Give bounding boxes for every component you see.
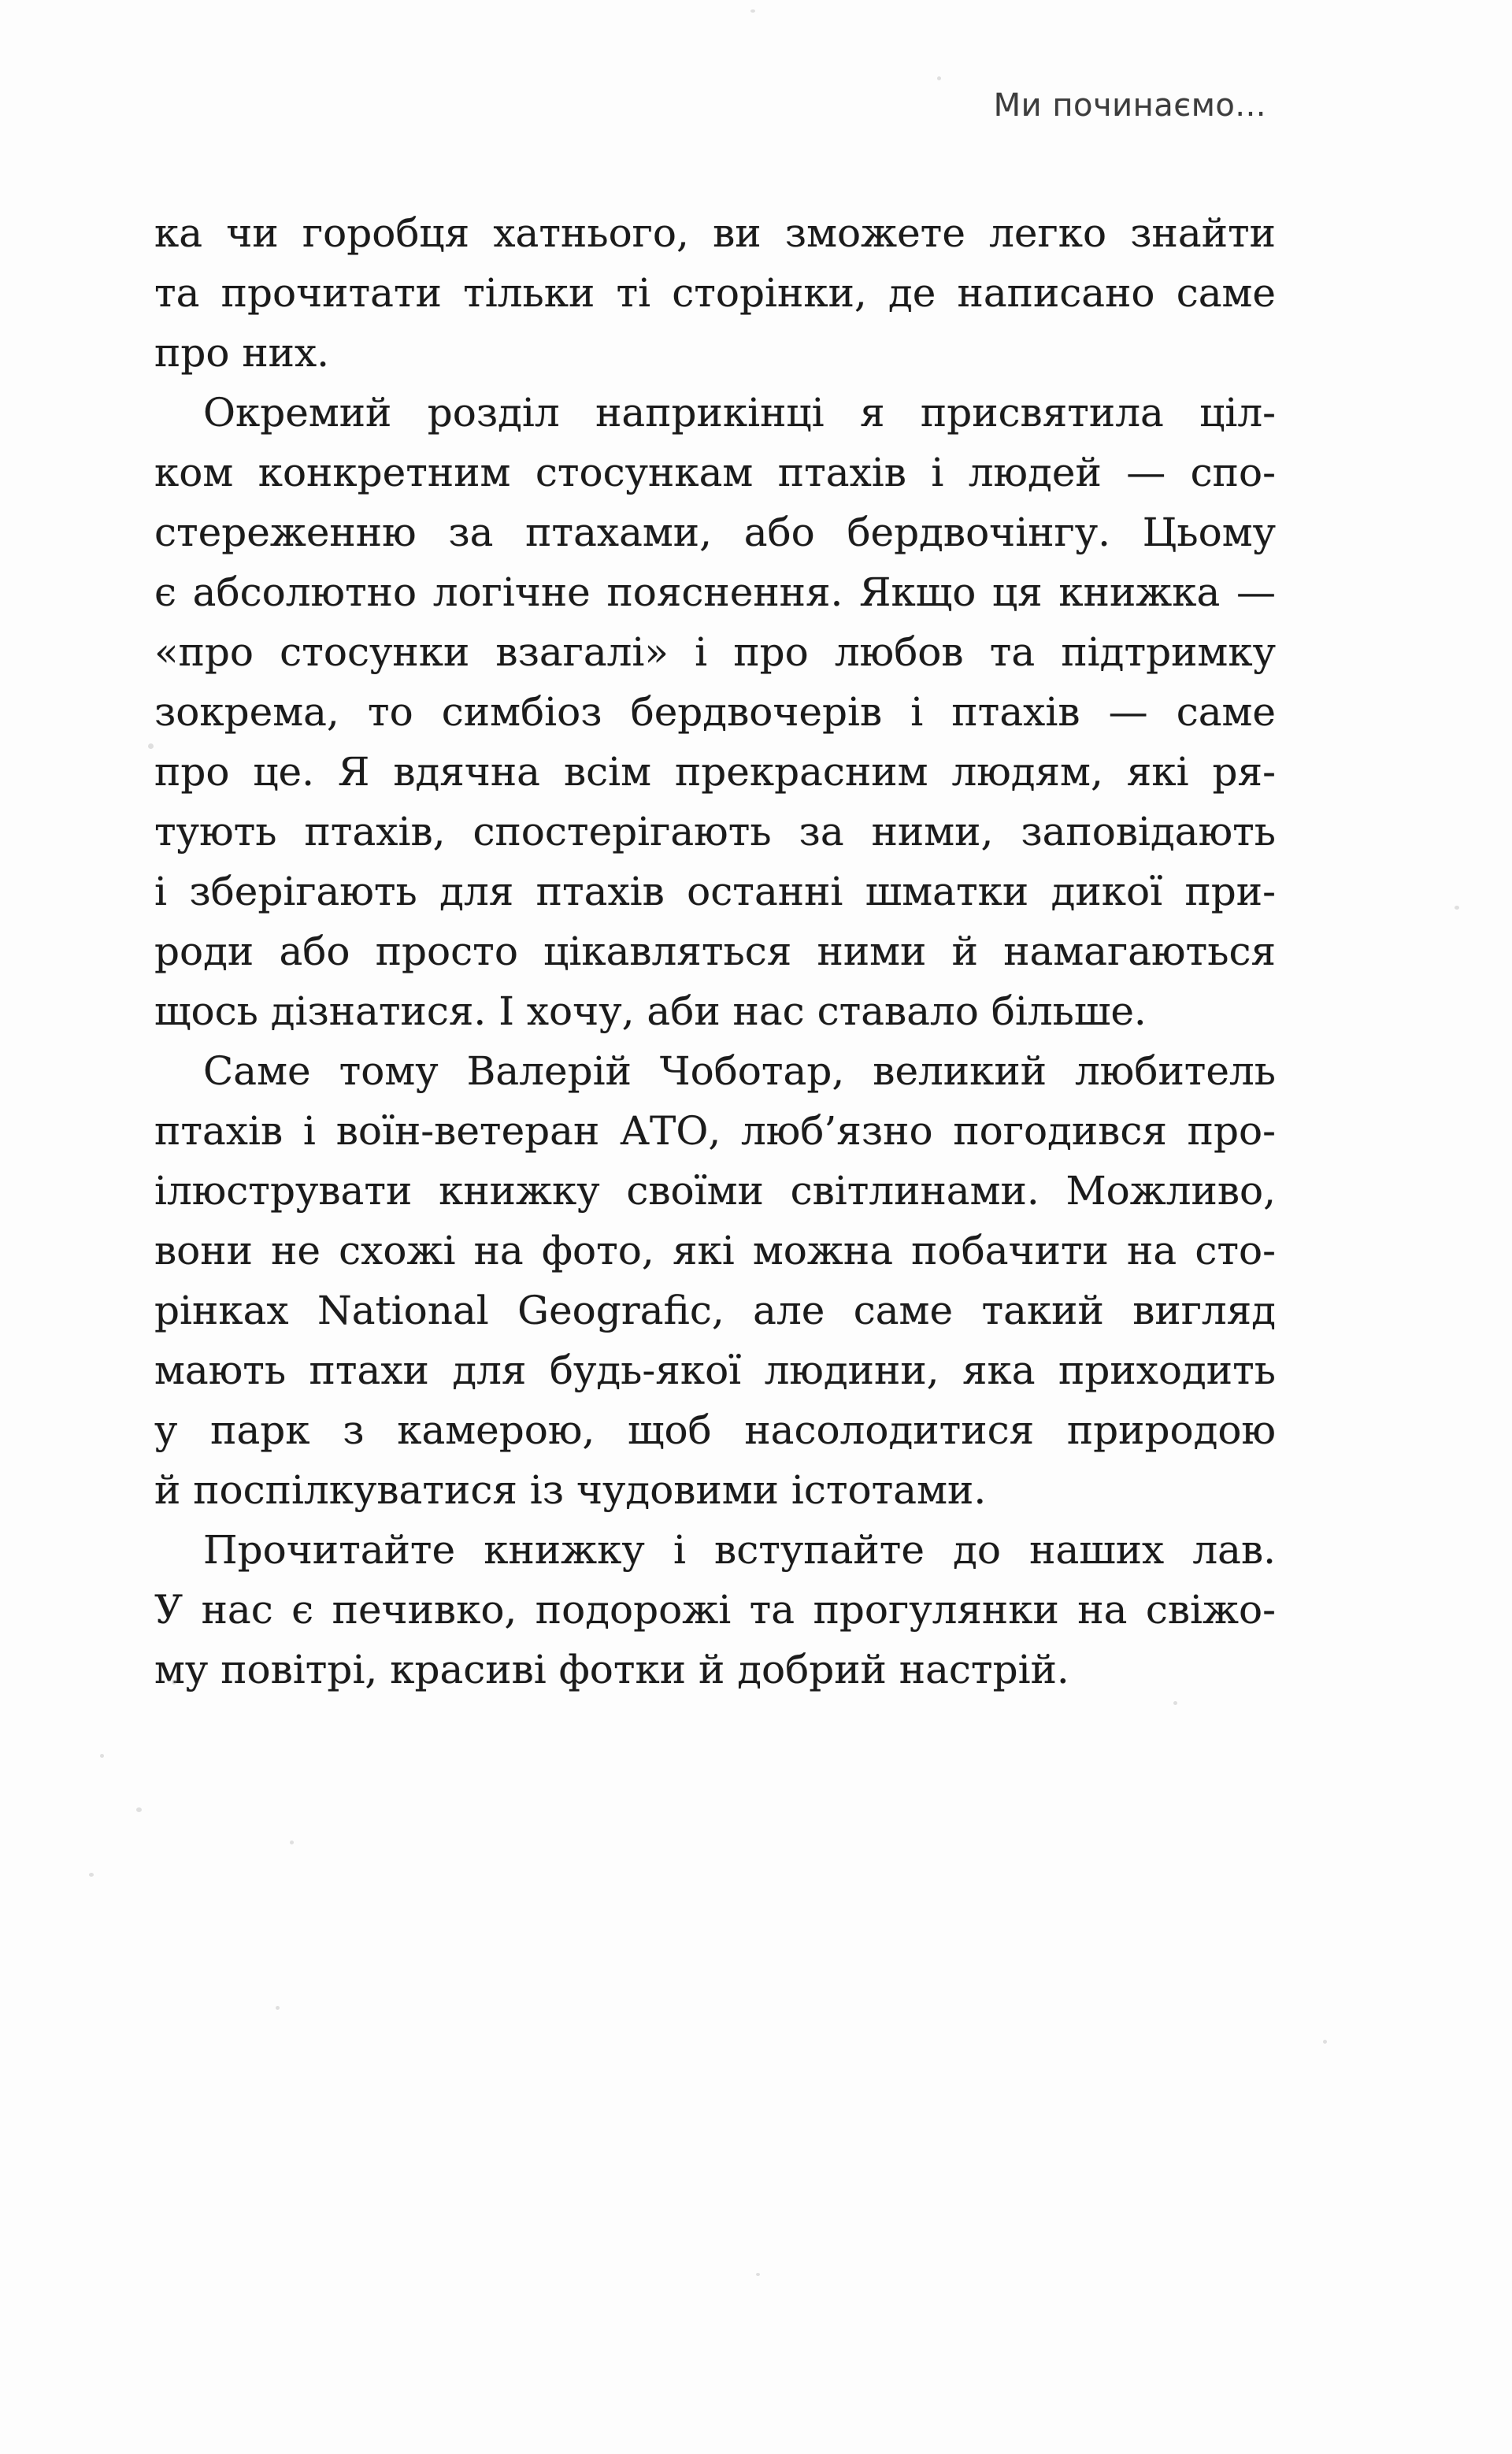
body-line: є абсолютно логічне пояснення. Якщо ця книжка — bbox=[154, 569, 1276, 615]
body-line: «про стосунки взагалі» і про любов та підтримку bbox=[154, 629, 1276, 675]
body-line: зокрема, то симбіоз бердвочерів і птахів — саме bbox=[154, 689, 1276, 735]
scan-speck bbox=[136, 1807, 142, 1812]
body-line: У нас є печивко, подорожі та прогулянки на свіжо- bbox=[154, 1587, 1276, 1633]
scan-speck bbox=[172, 1680, 176, 1685]
body-line: ком конкретним стосункам птахів і людей — спо- bbox=[154, 450, 1276, 495]
body-line: Прочитайте книжку і вступайте до наших лав. bbox=[203, 1527, 1276, 1573]
body-line: про них. bbox=[154, 330, 330, 376]
body-line: та прочитати тільки ті сторінки, де написано саме bbox=[154, 270, 1276, 316]
text-block bbox=[154, 203, 1276, 1700]
body-line: щось дізнатися. І хочу, аби нас ставало більше. bbox=[154, 988, 1147, 1034]
body-line: про це. Я вдячна всім прекрасним людям, які ря- bbox=[154, 749, 1276, 795]
scan-speck bbox=[750, 9, 755, 13]
body-line: ілюструвати книжку своїми світлинами. Можливо, bbox=[154, 1168, 1276, 1214]
body-line: вони не схожі на фото, які можна побачити на сто- bbox=[154, 1228, 1276, 1273]
scan-speck bbox=[937, 76, 941, 80]
scan-speck bbox=[1323, 2040, 1327, 2044]
body-line: у парк з камерою, щоб насолодитися природою bbox=[154, 1407, 1276, 1453]
body-line: му повітрі, красиві фотки й добрий настрій. bbox=[154, 1647, 1069, 1692]
body-line: мають птахи для будь-якої людини, яка приходить bbox=[154, 1347, 1276, 1393]
body-line: Окремий розділ наприкінці я присвятила ціл- bbox=[203, 390, 1276, 436]
scan-speck bbox=[100, 1754, 104, 1758]
body-line: тують птахів, спостерігають за ними, заповідають bbox=[154, 809, 1276, 854]
running-header: Ми починаємо... bbox=[993, 87, 1266, 124]
scan-speck bbox=[89, 1873, 94, 1877]
body-line: стереженню за птахами, або бердвочінгу. Цьому bbox=[154, 510, 1276, 555]
scan-speck bbox=[290, 1840, 294, 1844]
body-line: роди або просто цікавляться ними й намагаються bbox=[154, 929, 1276, 974]
scan-speck bbox=[1173, 1701, 1177, 1705]
scan-speck bbox=[148, 743, 154, 749]
body-line: птахів і воїн-ветеран АТО, люб’язно погодився про- bbox=[154, 1108, 1276, 1154]
scan-speck bbox=[1455, 906, 1459, 910]
body-line: ка чи горобця хатнього, ви зможете легко знайти bbox=[154, 210, 1276, 256]
body-line: й поспілкуватися із чудовими істотами. bbox=[154, 1467, 987, 1513]
scan-speck bbox=[276, 2006, 280, 2010]
scan-speck bbox=[756, 2273, 760, 2276]
body-line: Саме тому Валерій Чоботар, великий любитель bbox=[203, 1048, 1276, 1094]
body-line: і зберігають для птахів останні шматки дикої при- bbox=[154, 869, 1276, 914]
body-line: рінках National Geografic, але саме такий вигляд bbox=[154, 1288, 1276, 1333]
